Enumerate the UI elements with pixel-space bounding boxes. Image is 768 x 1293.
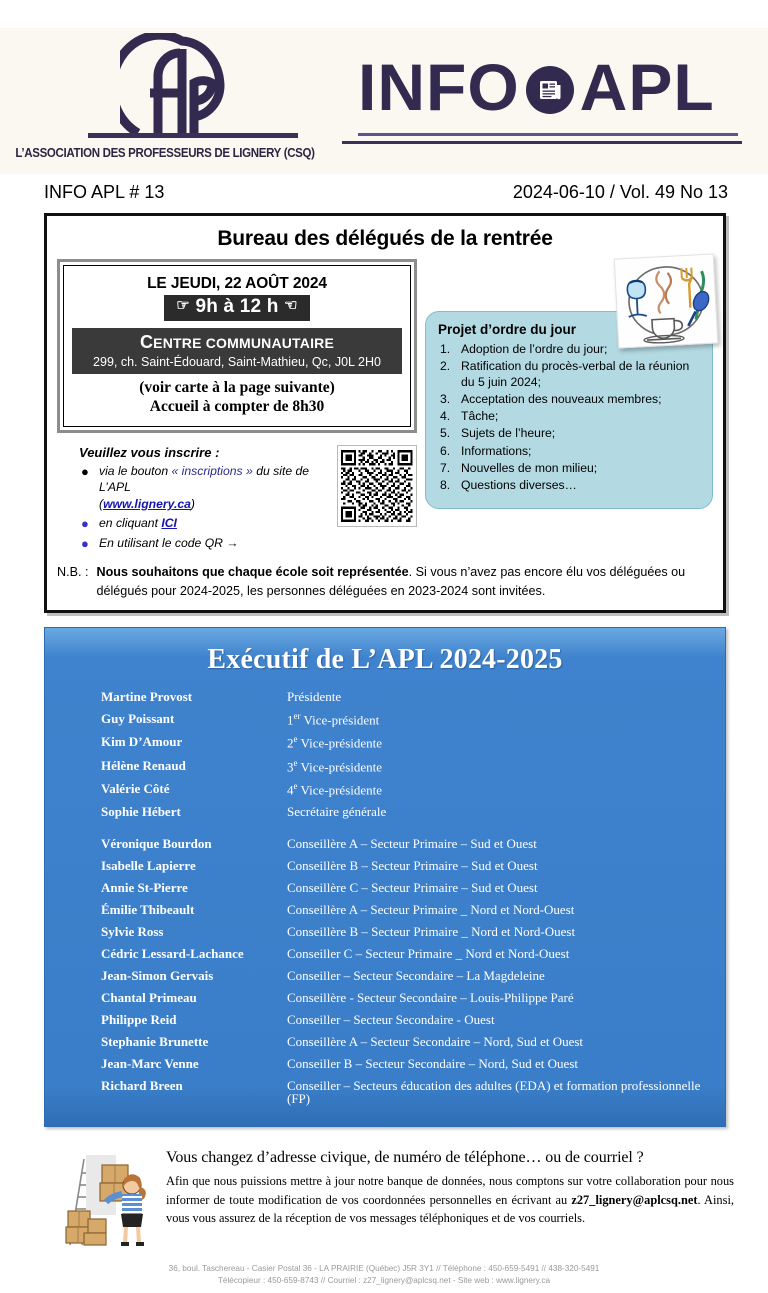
officer-role-text: Secrétaire générale [287, 804, 387, 820]
officer-role-text: Vice-présidente [297, 782, 383, 798]
bullet-icon: ● [81, 535, 89, 551]
nb-note [57, 563, 713, 600]
agenda-item-number: 5. [440, 426, 451, 441]
inscription-heading: Veuillez vous inscrire : [79, 445, 220, 460]
table-row [45, 947, 725, 960]
counselor-role: Conseillère B – Secteur Primaire _ Nord et Nord-Ouest [287, 924, 576, 940]
association-tagline: L’ASSOCIATION DES PROFESSEURS DE LIGNERY (CSQ) [15, 146, 315, 160]
announcement-title: Bureau des délégués de la rentrée [217, 227, 553, 250]
event-welcome-note: Accueil à compter de 8h30 [149, 398, 325, 415]
officer-role-suffix: e [293, 780, 298, 791]
officer-role-text: Vice-présidente [297, 758, 383, 774]
inscription-item-0-prefix: via le bouton [99, 464, 172, 478]
event-venue-block [72, 328, 402, 374]
inscription-link-paren-open: ( [99, 496, 104, 511]
agenda-item-text: Nouvelles de mon milieu; [461, 460, 598, 475]
agenda-item-number: 6. [440, 443, 451, 458]
counselor-role: Conseillère - Secteur Secondaire – Louis-Philippe Paré [287, 990, 574, 1006]
apl-logo-icon [120, 33, 240, 138]
title-rule-lower [342, 141, 742, 144]
officer-role-text: Présidente [287, 688, 342, 704]
agenda-item-number: 7. [440, 460, 451, 475]
officer-role [287, 805, 386, 818]
logo-zone [0, 28, 330, 174]
officer-role [287, 759, 382, 773]
table-row [45, 1035, 725, 1048]
announcement-box [44, 213, 726, 613]
agenda-item-text: Adoption de l’ordre du jour; [461, 342, 608, 356]
agenda-item-text: Questions diverses… [461, 477, 577, 492]
page-footer [0, 1263, 768, 1288]
agenda-item-number: 3. [440, 392, 451, 407]
notice-heading: Vous changez d’adresse civique, de numéro de téléphone… ou de courriel ? [166, 1149, 644, 1167]
agenda-item-text: Acceptation des nouveaux membres; [461, 392, 662, 407]
nb-body [97, 563, 714, 600]
table-row [45, 735, 725, 749]
counselor-role: Conseillère A – Secteur Secondaire – Nord, Sud et Ouest [287, 1034, 584, 1050]
venue-rest: ENTRE COMMUNAUTAIRE [153, 335, 335, 351]
officer-name: Martine Provost [101, 688, 193, 704]
counselor-name: Chantal Primeau [101, 990, 197, 1006]
officer-name: Hélène Renaud [101, 757, 186, 773]
table-row [45, 903, 725, 916]
notice-body [166, 1172, 734, 1228]
list-item [440, 477, 700, 493]
table-row [45, 690, 725, 703]
agenda-item-text: Informations; [461, 443, 532, 458]
qr-code-icon[interactable] [337, 445, 417, 527]
newspaper-icon [526, 66, 574, 114]
counselor-name: Annie St-Pierre [101, 880, 188, 896]
list-item [440, 408, 700, 424]
officer-role-text: Vice-présidente [297, 735, 383, 751]
counselor-name: Émilie Thibeault [101, 902, 195, 918]
table-row [45, 782, 725, 796]
officer-role-number: 3 [287, 758, 294, 774]
event-address: 299, ch. Saint-Édouard, Saint-Mathieu, Qc, J0L 2H0 [93, 355, 381, 369]
counselor-role: Conseiller – Secteur Secondaire - Ouest [287, 1012, 495, 1028]
nb-rest-text: . Si vous n’avez pas encore élu vos déléguées ou délégués pour 2024-2025, les personnes déléguées en 2023-2024 sont invitées. [96, 565, 686, 598]
agenda-list [438, 341, 700, 493]
table-row [45, 1013, 725, 1026]
masthead-banner [0, 28, 768, 174]
counselor-name: Véronique Bourdon [101, 836, 212, 852]
inscription-list [79, 463, 325, 551]
ici-link[interactable]: ICI [161, 516, 177, 531]
counselor-role: Conseillère A – Secteur Primaire _ Nord et Nord-Ouest [287, 902, 575, 918]
officer-role-number: 1 [287, 712, 294, 728]
agenda-item-text: Sujets de l’heure; [461, 426, 556, 441]
event-venue-name [76, 332, 398, 353]
table-row [45, 759, 725, 773]
moving-boxes-clipart-icon [62, 1149, 154, 1249]
counselor-role: Conseillère B – Secteur Primaire – Sud et Ouest [287, 858, 538, 874]
logo-underline [88, 133, 298, 138]
counselor-name: Isabelle Lapierre [101, 858, 196, 874]
counselor-name: Philippe Reid [101, 1012, 177, 1028]
counselor-role: Conseiller B – Secteur Secondaire – Nord, Sud et Ouest [287, 1056, 578, 1072]
list-item [79, 535, 325, 551]
agenda-bubble [425, 311, 713, 509]
counselor-name: Stephanie Brunette [101, 1034, 209, 1050]
event-card [57, 259, 417, 433]
nb-bold-text: Nous souhaitons que chaque école soit représentée [96, 565, 409, 580]
counselor-role: Conseiller C – Secteur Primaire _ Nord et Nord-Ouest [287, 946, 570, 962]
publication-title [358, 50, 715, 124]
officer-name: Valérie Côté [101, 780, 170, 796]
agenda-item-number: 4. [440, 409, 451, 424]
dining-clipart-icon [614, 253, 719, 348]
agenda-item-text: Ratification du procès-verbal de la réunion du 5 juin 2024; [461, 359, 690, 390]
officer-name: Kim D’Amour [101, 734, 183, 750]
event-date: LE JEUDI, 22 AOÛT 2024 [147, 275, 327, 292]
officer-role-suffix: e [293, 734, 298, 745]
agenda-item-number: 1. [440, 342, 451, 356]
counselor-role: Conseillère A – Secteur Primaire – Sud et Ouest [287, 836, 537, 852]
inscription-item-2-prefix: En utilisant le code QR → [99, 535, 239, 550]
inscription-section [57, 445, 417, 554]
issue-number: INFO APL # 13 [44, 182, 165, 202]
announcement-left-column [57, 259, 417, 554]
inscription-link-paren-close: ) [190, 496, 195, 511]
list-item [79, 515, 325, 531]
officer-role-number: 4 [287, 782, 294, 798]
counselor-name: Cédric Lessard-Lachance [101, 946, 244, 962]
officer-role [287, 782, 382, 796]
title-info-word: INFO [358, 50, 520, 124]
list-item [79, 463, 325, 512]
table-row [45, 969, 725, 982]
event-time-text: 9h à 12 h [195, 296, 279, 317]
officer-role-text: Vice-président [300, 712, 380, 728]
table-row [45, 805, 725, 818]
notice-email: z27_lignery@aplcsq.net [571, 1192, 698, 1207]
officer-name: Guy Poissant [101, 710, 175, 726]
pointing-hand-right-icon: ☞ [176, 297, 190, 314]
event-time-badge [164, 295, 309, 321]
footer-line-1: 36, boul. Taschereau - Casier Postal 36 - LA PRAIRIE (Québec) J5R 3Y1 // Téléphone : 450-659-5491 // 438-320-5491 [168, 1264, 600, 1274]
list-item [440, 460, 700, 476]
table-row [45, 1079, 725, 1105]
notice-body-part2: . Ainsi, vous vous assurez de la réception de vos messages téléphoniques et de vos courriels. [166, 1192, 734, 1226]
address-change-notice [62, 1149, 734, 1249]
nb-label: N.B. : [57, 565, 89, 580]
executive-title: Exécutif de L’APL 2024-2025 [207, 643, 563, 675]
officer-role [287, 712, 379, 726]
title-zone [330, 28, 768, 174]
table-row [45, 859, 725, 872]
table-row [45, 837, 725, 850]
pointing-hand-left-icon: ☜ [284, 297, 298, 314]
list-item [440, 391, 700, 407]
inscription-item-1-prefix: en cliquant [99, 516, 162, 531]
counselor-role: Conseiller – Secteur Secondaire – La Magdeleine [287, 968, 545, 984]
inscription-item-0-middle: du site de L’APL [99, 464, 310, 495]
agenda-item-text: Tâche; [461, 409, 499, 424]
table-row [45, 991, 725, 1004]
agenda-item-number: 8. [440, 477, 451, 492]
agenda-title: Projet d’ordre du jour [438, 322, 577, 337]
counselor-name: Jean-Marc Venne [101, 1056, 199, 1072]
counselor-role: Conseiller – Secteurs éducation des adultes (EDA) et formation professionnelle (FP) [287, 1078, 701, 1107]
announcement-right-column [417, 259, 713, 509]
table-row [45, 712, 725, 726]
list-item [440, 425, 700, 441]
bullet-icon: ● [81, 464, 89, 479]
issue-date-volume: 2024-06-10 / Vol. 49 No 13 [512, 182, 728, 202]
table-row [45, 1057, 725, 1070]
footer-line-2: Télécopieur : 450-659-8743 // Courriel : z27_lignery@aplcsq.net - Site web : www.lignery.ca [217, 1276, 551, 1286]
inscription-item-0-quoted: « inscriptions » [171, 464, 253, 478]
list-item [440, 358, 700, 390]
list-item [440, 443, 700, 459]
officer-role-number: 2 [287, 735, 294, 751]
counselor-role: Conseillère C – Secteur Primaire – Sud et Ouest [287, 880, 538, 896]
issue-line [0, 174, 768, 213]
counselor-name: Richard Breen [101, 1078, 183, 1094]
executive-panel [44, 627, 726, 1127]
agenda-item-number: 2. [440, 359, 451, 374]
officer-role [287, 735, 382, 749]
officer-role-suffix: e [293, 757, 298, 768]
counselor-name: Jean-Simon Gervais [101, 968, 214, 984]
title-apl-word: APL [579, 50, 715, 124]
counselor-name: Sylvie Ross [101, 924, 164, 940]
bullet-icon: ● [81, 516, 89, 532]
venue-initial: C [139, 332, 154, 352]
notice-body-part1: Afin que nous puissions mettre à jour notre banque de données, nous comptons sur votre collaboration pour nous informer de toute modification de vos coordonnées personnelles en écrivant au [166, 1174, 734, 1207]
officer-role [287, 690, 341, 703]
event-map-note: (voir carte à la page suivante) [139, 379, 335, 396]
title-rule-upper [358, 133, 738, 136]
table-row [45, 881, 725, 894]
lignery-website-link[interactable]: www.lignery.ca [103, 496, 191, 511]
officer-name: Sophie Hébert [101, 804, 181, 820]
officer-role-suffix: er [293, 710, 301, 721]
table-row [45, 925, 725, 938]
